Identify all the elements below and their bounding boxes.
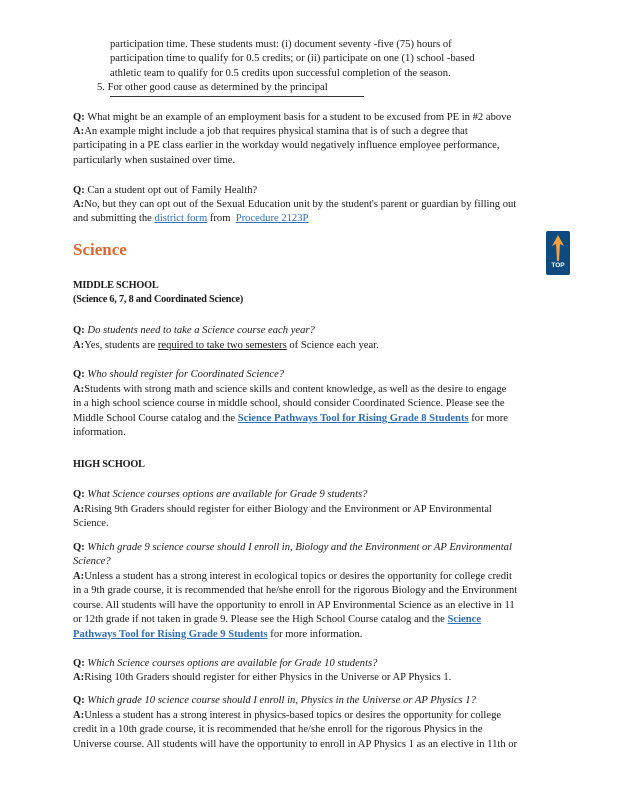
answer-text: or 12th grade if not taken in grade 9. Please see the High School Course catalog and the xyxy=(73,614,448,626)
science-link[interactable]: Science xyxy=(447,614,482,626)
subheading-high-school: HIGH SCHOOL xyxy=(73,459,145,470)
answer-text: Yes, students are xyxy=(84,340,158,351)
answer-text: for more xyxy=(468,412,509,424)
answer-text: for more information. xyxy=(267,628,363,640)
answer-text: credit in a 10th grade course, it is recommended that he/she enroll for the rigorous Physics in the xyxy=(73,724,483,736)
question-text: Which grade 9 science course should I enroll in, Biology and the Environment or AP Environmental xyxy=(84,542,512,553)
question-text: Do students need to take a Science course each year? xyxy=(84,325,315,336)
science-pathways-grade9-link[interactable]: Pathways Tool for Rising Grade 9 Students xyxy=(73,628,268,640)
answer-text: Students with strong math and science skills and content knowledge, as well as the desire to engage xyxy=(84,384,507,395)
a-label: A: xyxy=(73,384,85,395)
question-text: Science? xyxy=(73,556,111,568)
answer-text: of Science each year. xyxy=(286,340,379,351)
answer-text: No, but they can opt out of the Sexual Education unit by the student's parent or guardian by filling out xyxy=(84,199,517,210)
faq-answer xyxy=(73,570,563,642)
question-text: What might be an example of an employment basis for a student to be excused from PE in #2 above xyxy=(84,112,512,123)
faq-answer xyxy=(73,503,563,532)
answer-text: Unless a student has a strong interest in ecological topics or desires the opportunity for college credit xyxy=(84,571,512,582)
top-label: TOP xyxy=(551,261,565,269)
faq-question xyxy=(73,368,563,382)
answer-text: An example might include a job that requires physical stamina that is of such a degree that xyxy=(84,126,468,137)
question-text: What Science courses options are available for Grade 9 students? xyxy=(84,489,368,500)
faq-answer xyxy=(73,671,563,685)
answer-text: in a high school science course in middle school, should consider Coordinated Science. Please see the xyxy=(73,398,505,410)
text-line: participation time. These students must: (i) document seventy -five (75) hours of xyxy=(110,39,452,50)
question-text: Can a student opt out of Family Health? xyxy=(84,185,258,196)
q-label: Q: xyxy=(73,112,85,123)
a-label: A: xyxy=(73,571,85,582)
subheading-middle-school: MIDDLE SCHOOL xyxy=(73,280,159,291)
answer-text: in a 9th grade course, it is recommended that he/she enroll for the rigorous Biology and the Environment xyxy=(73,585,518,597)
faq-question xyxy=(73,488,563,502)
back-to-top-button[interactable] xyxy=(546,231,570,275)
q-label: Q: xyxy=(73,695,85,706)
faq-question xyxy=(73,184,563,198)
faq-answer xyxy=(73,125,563,168)
answer-text-underlined: required to take two semesters xyxy=(157,340,287,351)
a-label: A: xyxy=(73,710,85,721)
answer-text: information. xyxy=(73,427,126,439)
answer-text: Middle School Course catalog and the xyxy=(73,412,238,424)
answer-text: Unless a student has a strong interest in physics-based topics or desires the opportunity for college xyxy=(84,710,502,721)
faq-answer xyxy=(73,339,563,353)
a-label: A: xyxy=(73,126,85,137)
answer-text: from xyxy=(209,213,234,225)
district-form-link[interactable]: district form xyxy=(154,213,208,225)
a-label: A: xyxy=(73,340,85,351)
a-label: A: xyxy=(73,504,85,515)
faq-answer xyxy=(73,709,563,752)
answer-text: Universe course. All students will have the opportunity to enroll in AP Physics 1 as an elective in 11th or xyxy=(73,738,518,750)
a-label: A: xyxy=(73,672,85,683)
section-heading-science: Science xyxy=(73,240,127,259)
answer-text: and submitting the xyxy=(73,213,155,225)
pe-continuation xyxy=(110,38,560,81)
faq-question xyxy=(73,541,563,570)
answer-text: Science. xyxy=(73,518,109,530)
subheading-ms-courses: (Science 6, 7, 8 and Coordinated Science) xyxy=(73,294,244,305)
q-label: Q: xyxy=(73,542,85,553)
faq-question xyxy=(73,324,563,338)
list-item-5: 5. For other good cause as determined by the principal xyxy=(97,82,328,93)
text-line: athletic team to qualify for 0.5 credits upon successful completion of the season. xyxy=(110,67,451,79)
answer-text: particularly when sustained over time. xyxy=(73,154,236,166)
faq-question xyxy=(73,111,563,125)
divider xyxy=(110,96,364,97)
text-line: participation time to qualify for 0.5 credits; or (ii) participate on one (1) school -based xyxy=(110,53,475,65)
a-label: A: xyxy=(73,199,85,210)
q-label: Q: xyxy=(73,185,85,196)
question-text: Which grade 10 science course should I enroll in, Physics in the Universe or AP Physics 1? xyxy=(84,695,476,706)
procedure-link[interactable]: Procedure 2123P xyxy=(235,213,309,225)
science-pathways-grade8-link[interactable]: Science Pathways Tool for Rising Grade 8 Students xyxy=(237,412,469,424)
q-label: Q: xyxy=(73,369,85,380)
faq-question xyxy=(73,657,563,671)
question-text: Which Science courses options are available for Grade 10 students? xyxy=(84,658,378,669)
question-text: Who should register for Coordinated Science? xyxy=(84,369,285,380)
faq-answer xyxy=(73,198,563,227)
answer-text: course. All students will have the opportunity to enroll in AP Environmental Science as an elective in 11 xyxy=(73,599,515,611)
answer-text: Rising 9th Graders should register for either Biology and the Environment or AP Environmental xyxy=(84,504,492,515)
faq-question xyxy=(73,694,563,708)
answer-text: Rising 10th Graders should register for either Physics in the Universe or AP Physics 1. xyxy=(84,672,452,683)
faq-answer xyxy=(73,383,563,441)
answer-text: participating in a PE class earlier in the workday would negatively influence employee performance, xyxy=(73,140,500,152)
q-label: Q: xyxy=(73,325,85,336)
q-label: Q: xyxy=(73,658,85,669)
q-label: Q: xyxy=(73,489,85,500)
